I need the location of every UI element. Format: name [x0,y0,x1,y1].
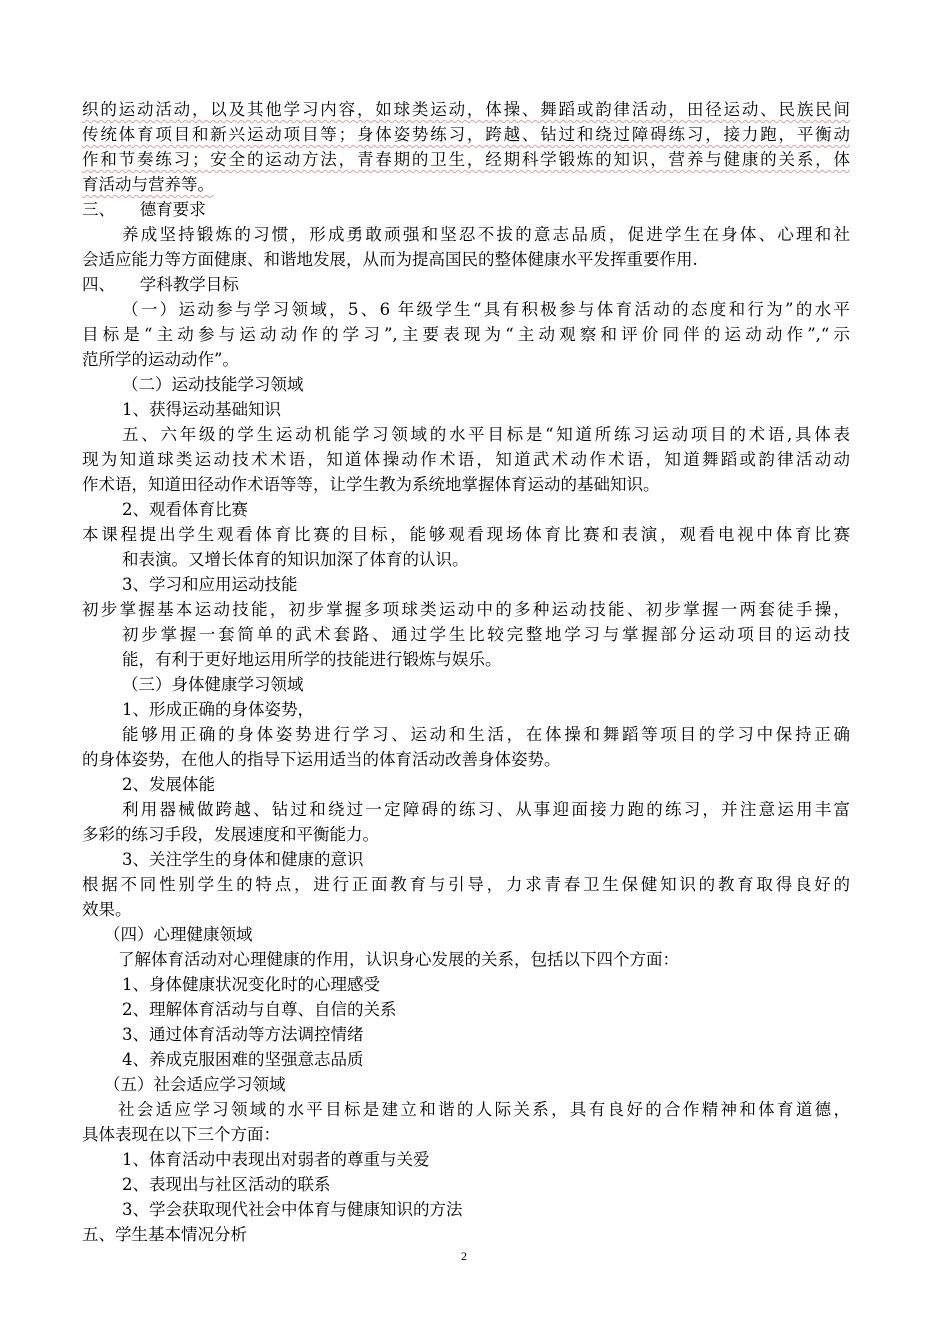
list-item-mental-4: 4、养成克服困难的坚强意志品质 [122,1050,364,1069]
text-line-19: 和表演。又增长体育的知识加深了体育的认识。 [122,550,469,569]
list-item-social-1: 1、体育活动中表现出对弱者的尊重与关爱 [122,1150,430,1169]
subheading-motor-skills: （二）运动技能学习领域 [122,375,304,394]
item-2-watch-games: 2、观看体育比赛 [122,500,248,519]
item-2-fitness: 2、发展体能 [122,775,215,794]
text-line-3: 作和节奏练习；安全的运动方法，青春期的卫生，经期科学锻炼的知识，营养与健康的关系，体 [82,150,850,169]
page-number: 2 [461,1249,467,1263]
text-line-1: 织的运动活动，以及其他学习内容，如球类运动，体操、舞蹈或韵律活动，田径运动、民族民间 [82,100,850,119]
subheading-mental-health: （四）心理健康领域 [104,925,253,944]
item-1-posture: 1、形成正确的身体姿势， [122,700,314,719]
section-heading-5: 五、学生基本情况分析 [82,1225,247,1244]
text-line-21: 初步掌握基本运动技能，初步掌握多项球类运动中的多种运动技能、初步掌握一两套徒手操， [82,600,850,619]
text-line-18: 本课程提出学生观看体育比赛的目标，能够观看现场体育比赛和表演，观看电视中体育比赛 [82,525,850,544]
text-line-2: 传统体育项目和新兴运动项目等；身体姿势练习，跨越、钻过和绕过障碍练习，接力跑，平衡动 [82,125,850,144]
text-line-14: 五、六年级的学生运动机能学习领域的水平目标是“知道所练习运动项目的术语,具体表 [122,425,850,444]
text-line-11: 范所学的运动动作”。 [82,350,239,369]
item-3-apply-skills: 3、学习和应用运动技能 [122,575,298,594]
subheading-social-adaptation: （五）社会适应学习领域 [104,1075,286,1094]
section-heading-3: 三、 德育要求 [82,200,206,219]
text-line-41: 社会适应学习领域的水平目标是建立和谐的人际关系，具有良好的合作精神和体育道德， [118,1100,850,1119]
text-line-7: 会适应能力等方面健康、和谐地发展，从而为提高国民的整体健康水平发挥重要作用. [82,250,698,269]
text-line-23: 能，有利于更好地运用所学的技能进行锻炼与娱乐。 [122,650,502,669]
text-line-30: 多彩的练习手段，发展速度和平衡能力。 [82,825,379,844]
item-3-health-awareness: 3、关注学生的身体和健康的意识 [122,850,364,869]
item-1-basic-knowledge: 1、获得运动基础知识 [122,400,281,419]
text-line-10: 目标是“主动参与运动动作的学习”,主要表现为“主动观察和评价同伴的运动动作”,“示 [82,325,850,344]
list-item-mental-2: 2、理解体育活动与自尊、自信的关系 [122,1000,397,1019]
text-line-27: 的身体姿势，在他人的指导下运用适当的体育活动改善身体姿势。 [82,750,561,769]
text-line-16: 作术语，知道田径动作术语等等，让学生教为系统地掌握体育运动的基础知识。 [82,475,660,494]
text-line-32: 根据不同性别学生的特点，进行正面教育与引导，力求青春卫生保健知识的教育取得良好的 [82,875,850,894]
list-item-mental-3: 3、通过体育活动等方法调控情绪 [122,1025,364,1044]
text-line-33: 效果。 [82,900,132,919]
text-line-42: 具体表现在以下三个方面： [82,1125,280,1144]
text-line-29: 利用器械做跨越、钻过和绕过一定障碍的练习、从事迎面接力跑的练习，并注意运用丰富 [122,800,850,819]
text-line-35: 了解体育活动对心理健康的作用，认识身心发展的关系，包括以下四个方面： [118,950,679,969]
list-item-social-2: 2、表现出与社区活动的联系 [122,1175,331,1194]
section-heading-4: 四、 学科教学目标 [82,275,239,294]
text-line-22: 初步掌握一套简单的武术套路、通过学生比较完整地学习与掌握部分运动项目的运动技 [122,625,850,644]
text-line-6: 养成坚持锻炼的习惯，形成勇敢顽强和坚忍不拔的意志品质，促进学生在身体、心理和社 [122,225,850,244]
text-line-26: 能够用正确的身体姿势进行学习、运动和生活，在体操和舞蹈等项目的学习中保持正确 [122,725,850,744]
text-line-9: （一）运动参与学习领域，5、6 年级学生“具有积极参与体育活动的态度和行为”的水平 [122,300,850,319]
list-item-mental-1: 1、身体健康状况变化时的心理感受 [122,975,380,994]
text-line-15: 现为知道球类运动技术术语，知道体操动作术语，知道武术动作术语，知道舞蹈或韵律活动动 [82,450,850,469]
list-item-social-3: 3、学会获取现代社会中体育与健康知识的方法 [122,1200,463,1219]
subheading-physical-health: （三）身体健康学习领域 [122,675,304,694]
text-line-4: 育活动与营养等。 [82,175,214,194]
